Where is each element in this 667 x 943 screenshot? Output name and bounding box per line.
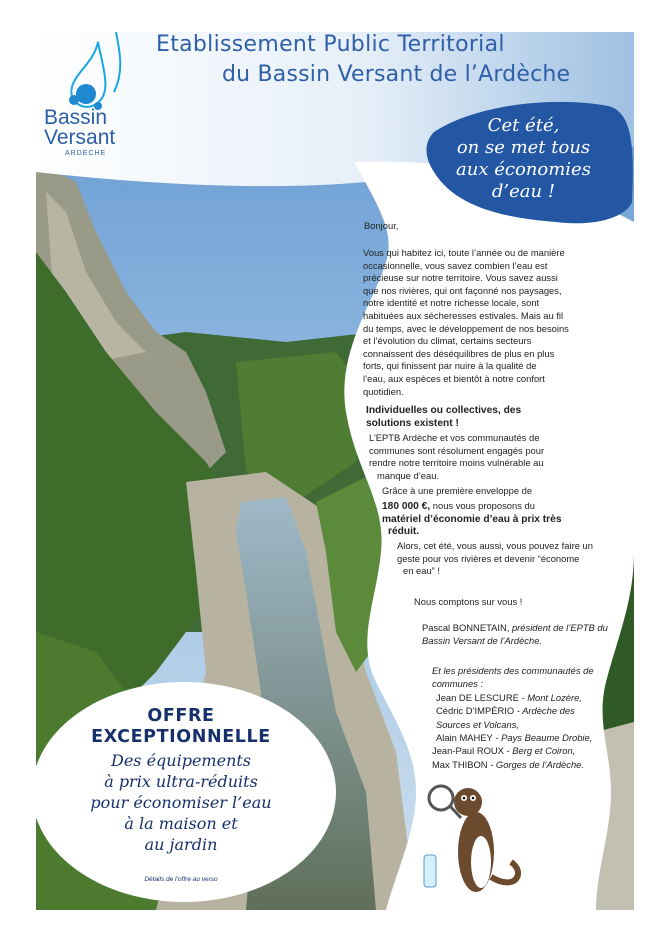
amount: 180 000 €, xyxy=(382,501,431,512)
president-area: - Berg et Coiron, xyxy=(503,745,576,757)
offer-note: Détails de l’offre au verso xyxy=(144,876,218,883)
president-area: - Mont Lozère, xyxy=(518,691,582,703)
text-line: rendre notre territoire moins vulnérable au xyxy=(369,457,544,469)
offer-title-line: EXCEPTIONNELLE xyxy=(91,727,271,747)
text-line: geste pour vos rivières et devenir “économe xyxy=(397,552,580,564)
letter-paragraph-2 xyxy=(369,432,584,482)
offer-title xyxy=(50,706,312,748)
offer-line: au jardin xyxy=(144,835,218,854)
text-line: matériel d’économie d’eau à prix très xyxy=(382,513,562,525)
president-name: Alain MAHEY xyxy=(436,732,493,744)
letter-signature xyxy=(422,622,622,647)
logo-line2: Versant xyxy=(44,126,116,149)
bubble-line: on se met tous xyxy=(456,137,591,158)
header-title-line1: Etablissement Public Territorial xyxy=(156,32,505,57)
president-name: Jean-Paul ROUX xyxy=(432,745,504,757)
letter-highlight-1 xyxy=(366,405,586,430)
signer-name: Pascal BONNETAIN, xyxy=(422,622,512,633)
text-line: Vous qui habitez ici, toute l’année ou de manière xyxy=(363,247,565,258)
president-area: - Pays Beaume Drobie, xyxy=(492,732,593,744)
text-line: du temps, avec le développement de nos besoins xyxy=(363,322,569,334)
president-area: - Ardèche des xyxy=(514,705,575,717)
bubble-line: Cet été, xyxy=(487,115,560,136)
offer-title-line: OFFRE xyxy=(147,706,215,726)
text-line: précieuse sur notre territoire. Vous savez aussi xyxy=(363,272,558,284)
text-line: réduit. xyxy=(388,526,420,538)
text-line: solutions existent ! xyxy=(366,417,459,429)
text-line: en eau” ! xyxy=(403,565,441,577)
flyer xyxy=(36,32,634,910)
letter-closing: Nous comptons sur vous ! xyxy=(414,596,523,607)
signer-role-line: Bassin Versant de l’Ardèche. xyxy=(422,634,543,646)
text-line: forts, qui finissent par nuire à la qualité de xyxy=(363,360,537,372)
offer-line: pour économiser l’eau xyxy=(90,793,272,812)
letter-offer-line xyxy=(382,500,587,539)
text-line: l’eau, aux espèces et bientôt à notre confort xyxy=(363,372,545,384)
text-line: L’EPTB Ardèche et vos communautés de xyxy=(369,432,540,443)
text-fragment: nous vous proposons du xyxy=(430,500,535,511)
logo-line1: Bassin xyxy=(44,106,108,129)
letter-paragraph-4 xyxy=(397,540,607,578)
presidents-list xyxy=(432,664,627,771)
offer-line: à prix ultra-réduits xyxy=(104,772,258,791)
text-line: Individuelles ou collectives, des xyxy=(366,405,522,416)
letter-greeting: Bonjour, xyxy=(364,220,399,231)
text-line: quotidien. xyxy=(363,385,404,397)
text-line: et l’évolution du climat, certains secteurs xyxy=(363,335,532,347)
letter-paragraph-3 xyxy=(382,485,582,498)
letter-paragraph-1 xyxy=(363,247,589,398)
bubble-line: aux économies xyxy=(456,159,591,180)
text-line: que nos rivières, qui ont façonné nos paysages, xyxy=(363,284,562,296)
text-line: habituées aux sécheresses estivales. Mais au fil xyxy=(363,309,564,321)
president-area: - Gorges de l’Ardèche. xyxy=(487,758,584,770)
text-line: Et les présidents des communautés de xyxy=(432,665,594,676)
offer-description xyxy=(50,750,312,855)
bubble-line: d’eau ! xyxy=(491,181,556,202)
president-name: Max THIBON xyxy=(432,758,488,770)
offer-line: à la maison et xyxy=(124,814,238,833)
text-line: connaissent des déséquilibres de plus en plus xyxy=(363,347,555,359)
text-line: Grâce à une première enveloppe de xyxy=(382,485,533,496)
offer-line: Des équipements xyxy=(110,751,252,770)
president-name: Cédric D’IMPÉRIO xyxy=(436,705,515,717)
text-line: Alors, cet été, vous aussi, vous pouvez faire un xyxy=(397,540,593,551)
text-line: manque d’eau. xyxy=(377,469,440,481)
president-area: Sources et Volcans, xyxy=(436,718,520,730)
bubble-headline xyxy=(436,115,611,203)
text-line: communes sont résolument engagés pour xyxy=(369,444,545,456)
text-line: notre identité et notre richesse locale, sont xyxy=(363,297,540,309)
president-name: Jean DE LESCURE xyxy=(436,691,519,703)
signer-role: président de l’EPTB du xyxy=(511,622,608,633)
logo-wordmark xyxy=(44,108,115,148)
header-title-line2: du Bassin Versant de l’Ardèche xyxy=(222,62,571,87)
text-line: communes : xyxy=(432,678,484,690)
text-line: occasionnelle, vous savez combien l’eau est xyxy=(363,259,548,271)
logo-subtitle: ARDECHE xyxy=(65,150,107,157)
